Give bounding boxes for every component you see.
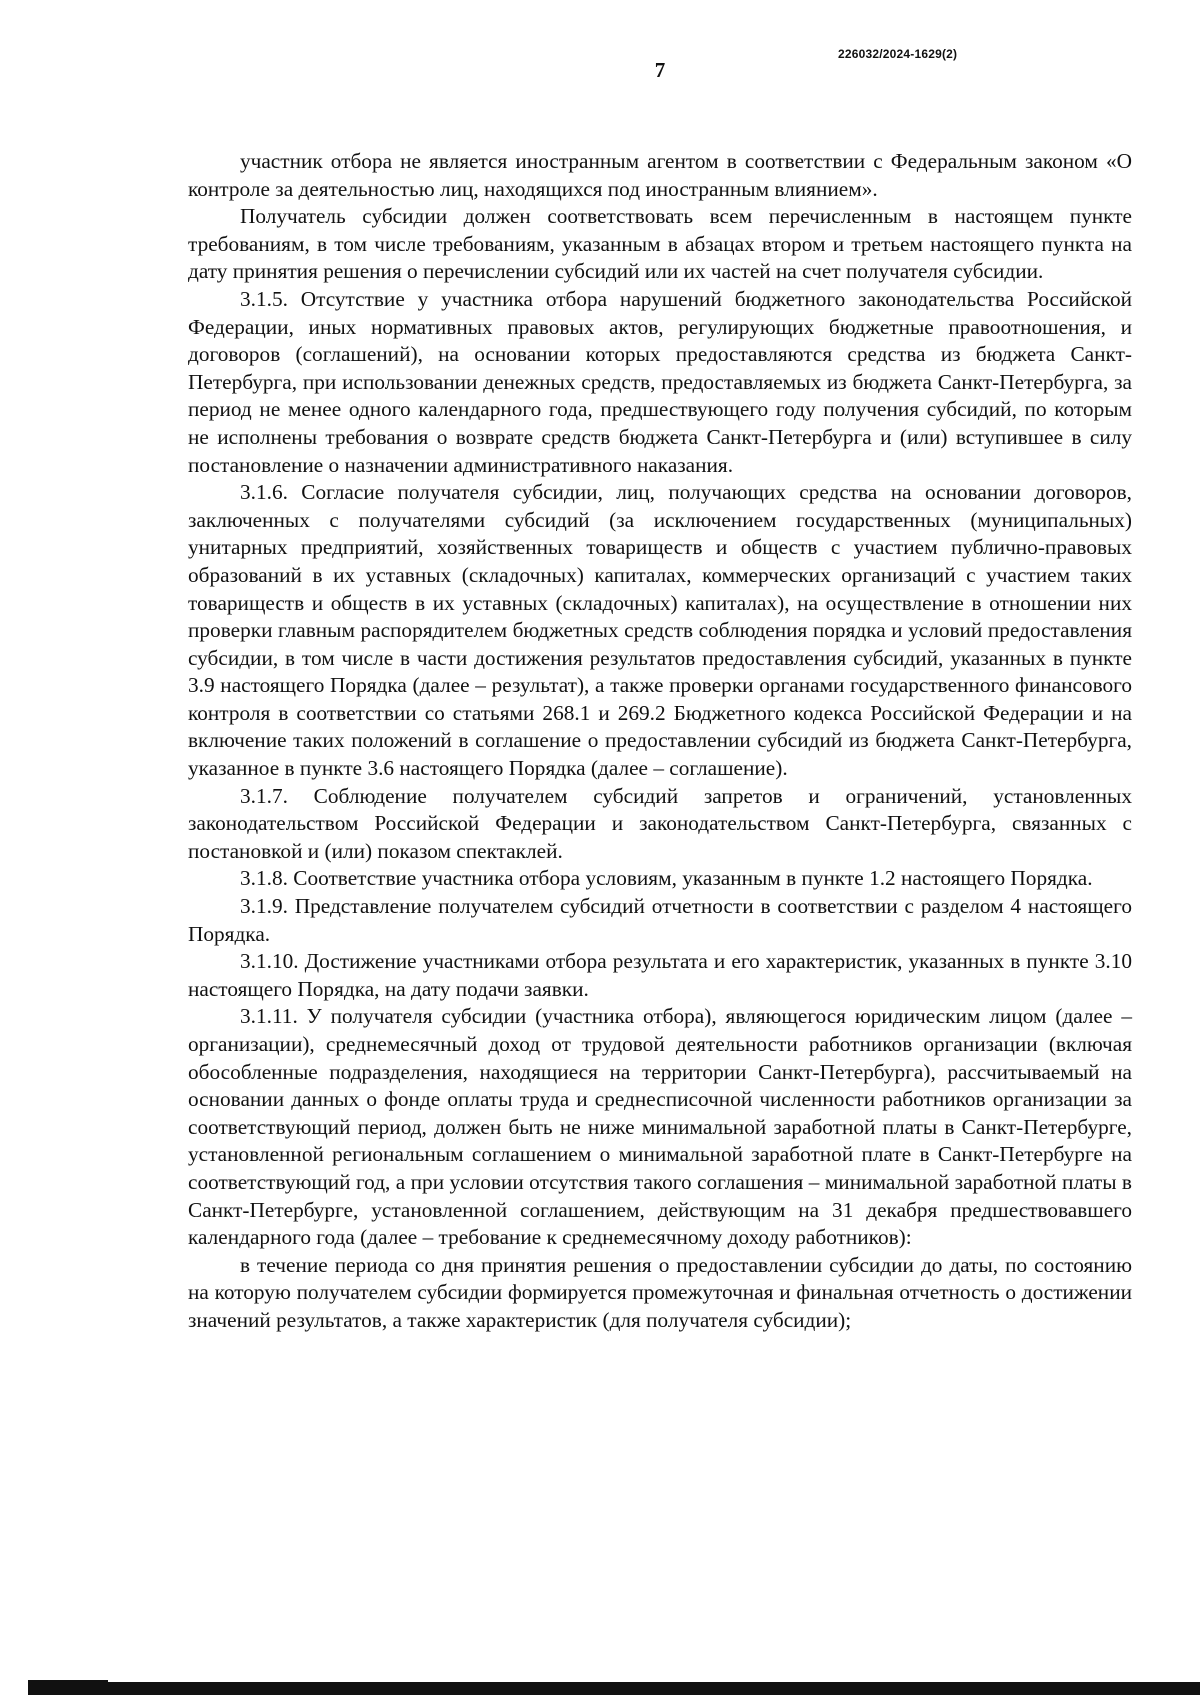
document-registration-number: 226032/2024-1629(2) [838,47,958,61]
paragraph-reporting-period: в течение периода со дня принятия решения о предоставлении субсидии до даты, по состоянию на которую получателем субсидии формируется промежуточная и финальная отчетность о достижении значений результатов, а также характеристик (для получателя субсидии); [188,1252,1132,1332]
page-number: 7 [654,58,666,82]
document-body [188,148,1132,1335]
paragraph-foreign-agent: участник отбора не является иностранным агентом в соответствии с Федеральным законом «О контроле за деятельностью лиц, находящихся под иностранным влиянием». [188,149,1132,201]
paragraph-3-1-10: 3.1.10. Достижение участниками отбора результата и его характеристик, указанных в пункте 3.10 настоящего Порядка, на дату подачи заявки. [188,949,1132,1001]
paragraph-3-1-5: 3.1.5. Отсутствие у участника отбора нарушений бюджетного законодательства Российской Федерации, иных нормативных правовых актов, регулирующих бюджетные правоотношения, и договоров (соглашений), на основании которых предоставляются средства из бюджета Санкт-Петербурга, при использовании денежных средств, предоставляемых из бюджета Санкт-Петербурга, за период не менее одного календарного года, предшествующего году получения субсидий, по которым не исполнены требования о возврате средств бюджета Санкт-Петербурга и (или) вступившее в силу постановление о назначении административного наказания. [188,286,1132,477]
paragraph-3-1-7: 3.1.7. Соблюдение получателем субсидий запретов и ограничений, установленных законодательством Российской Федерации и законодательством Санкт-Петербурга, связанных с постановкой и (или) показом спектаклей. [188,783,1132,863]
paragraph-recipient-requirements: Получатель субсидии должен соответствовать всем перечисленным в настоящем пункте требованиям, в том числе требованиям, указанным в абзацах втором и третьем настоящего пункта на дату принятия решения о перечислении субсидий или их частей на счет получателя субсидии. [188,204,1132,284]
paragraph-3-1-9: 3.1.9. Представление получателем субсидий отчетности в соответствии с разделом 4 настоящего Порядка. [188,894,1132,946]
scan-bottom-edge [28,1682,1200,1695]
paragraph-3-1-11: 3.1.11. У получателя субсидии (участника отбора), являющегося юридическим лицом (далее – организации), среднемесячный доход от трудовой деятельности работников организации (включая обособленные подразделения, находящиеся на территории Санкт-Петербурга), рассчитываемый на основании данных о фонде оплаты труда и среднесписочной численности работников организации за соответствующий период, должен быть не ниже минимальной заработной платы в Санкт-Петербурге, установленной региональным соглашением о минимальной заработной плате в Санкт-Петербурге на соответствующий год, а при условии отсутствия такого соглашения – минимальной заработной платы в Санкт-Петербурге, установленной соглашением, действующим на 31 декабря предшествовавшего календарного года (далее – требование к среднемесячному доходу работников): [188,1004,1132,1250]
paragraph-3-1-6: 3.1.6. Согласие получателя субсидии, лиц, получающих средства на основании договоров, заключенных с получателями субсидий (за исключением государственных (муниципальных) унитарных предприятий, хозяйственных товариществ и обществ с участием публично-правовых образований в их уставных (складочных) капиталах, коммерческих организаций с участием таких товариществ и обществ в их уставных (складочных) капиталах), на осуществление в отношении них проверки главным распорядителем бюджетных средств соблюдения порядка и условий предоставления субсидии, в том числе в части достижения результатов предоставления субсидий, указанных в пункте 3.9 настоящего Порядка (далее – результат), а также проверки органами государственного финансового контроля в соответствии со статьями 268.1 и 269.2 Бюджетного кодекса Российской Федерации и на включение таких положений в соглашение о предоставлении субсидий из бюджета Санкт-Петербурга, указанное в пункте 3.6 настоящего Порядка (далее – соглашение). [188,480,1132,781]
paragraph-3-1-8: 3.1.8. Соответствие участника отбора условиям, указанным в пункте 1.2 настоящего Порядка. [240,866,1093,891]
